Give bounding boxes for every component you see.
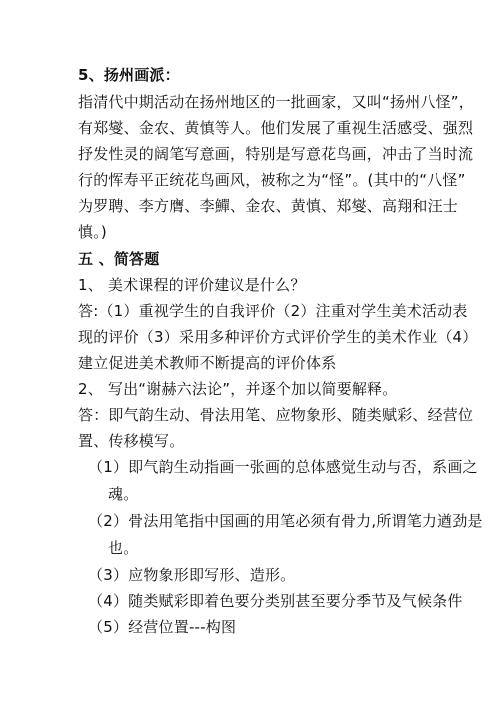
answer-line: 建立促进美术教师不断提高的评价体系 — [78, 354, 337, 372]
paragraph-line: 慎。) — [78, 223, 107, 241]
paragraph-line: 抒发性灵的阔笔写意画，特别是写意花鸟画，冲击了当时流 — [78, 145, 474, 163]
list-item: （3）应物象形即写形、造形。 — [88, 566, 296, 584]
section-five-heading: 五 、简答题 — [78, 250, 160, 268]
paragraph-line: 有郑燮、金农、黄慎等人。他们发展了重视生活感受、强烈 — [78, 119, 474, 137]
answer-line: 答：即气韵生动、骨法用笔、应物象形、随类赋彩、经营位 — [78, 406, 474, 424]
answer-line: 答:（1）重视学生的自我评价（2）注重对学生美术活动表 — [78, 302, 468, 320]
section-5-heading: 5、扬州画派： — [78, 66, 180, 84]
list-item: （2）骨法用笔指中国画的用笔必须有骨力,所谓笔力遒劲是 — [88, 512, 483, 530]
paragraph-line: 为罗聘、李方膺、李鱓、金农、黄慎、郑燮、高翔和汪士 — [78, 197, 459, 215]
list-item-continuation: 魂。 — [108, 485, 139, 503]
question-1: 1、 美术课程的评价建议是什么？ — [78, 276, 306, 294]
list-item: （4）随类赋彩即着色要分类别甚至要分季节及气候条件 — [88, 592, 463, 610]
paragraph-line: 行的恽寿平正统花鸟画风，被称之为“怪”。(其中的“八怪” — [78, 171, 466, 189]
list-item: （1）即气韵生动指画一张画的总体感觉生动与否，系画之 — [88, 458, 478, 476]
answer-line: 现的评价（3）采用多种评价方式评价学生的美术作业（4） — [78, 328, 478, 346]
answer-line: 置、传移模写。 — [78, 432, 185, 450]
paragraph-line: 指清代中期活动在扬州地区的一批画家，又叫“扬州八怪”， — [78, 93, 474, 111]
question-2: 2、 写出“谢赫六法论”，并逐个加以简要解释。 — [78, 380, 398, 398]
list-item: （5）经营位置---构图 — [88, 618, 237, 636]
list-item-continuation: 也。 — [108, 539, 139, 557]
